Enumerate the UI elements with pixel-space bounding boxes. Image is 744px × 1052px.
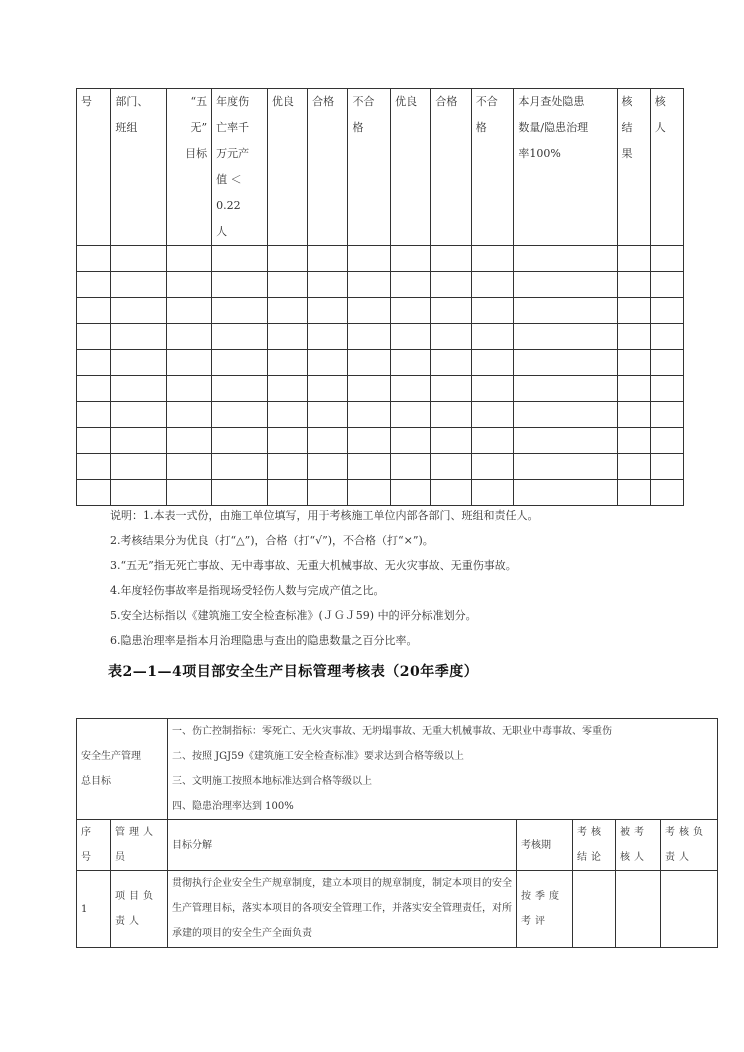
table1-header-cell: “五 无” 目标 (167, 89, 212, 246)
table-cell[interactable] (391, 480, 431, 506)
table1-header-cell: 不合 格 (348, 89, 391, 246)
table-cell[interactable] (650, 480, 683, 506)
table-cell[interactable] (391, 402, 431, 428)
table-cell[interactable] (471, 246, 514, 272)
table-cell[interactable] (391, 324, 431, 350)
goal-list (168, 719, 718, 820)
table-cell[interactable] (514, 246, 617, 272)
table-cell[interactable] (391, 272, 431, 298)
table-cell[interactable] (167, 272, 212, 298)
goal-item: 三、文明施工按照本地标准达到合格等级以上 (172, 776, 372, 787)
table-cell[interactable] (348, 454, 391, 480)
header-person: 管理人 员 (111, 820, 168, 871)
table-cell[interactable] (348, 376, 391, 402)
table-cell[interactable] (267, 324, 307, 350)
table-cell[interactable] (212, 376, 268, 402)
row-assessee[interactable] (616, 871, 661, 948)
goal-item: 四、隐患治理率达到 100% (172, 801, 294, 812)
table-cell[interactable] (111, 454, 167, 480)
table-cell[interactable] (617, 350, 650, 376)
table-cell[interactable] (514, 272, 617, 298)
table-cell[interactable] (514, 350, 617, 376)
table-cell[interactable] (650, 376, 683, 402)
table-cell[interactable] (348, 324, 391, 350)
table-cell[interactable] (617, 272, 650, 298)
table-cell[interactable] (77, 324, 111, 350)
header-assessor: 考核负 责人 (661, 820, 718, 871)
table-cell[interactable] (77, 246, 111, 272)
table-cell[interactable] (431, 376, 471, 402)
header-assessee: 被考 核人 (616, 820, 661, 871)
table-cell[interactable] (431, 402, 471, 428)
table2-header-row (77, 820, 718, 871)
table-cell[interactable] (267, 350, 307, 376)
table-cell[interactable] (514, 402, 617, 428)
table-cell[interactable] (167, 402, 212, 428)
table-cell[interactable] (471, 298, 514, 324)
table-row (77, 350, 684, 376)
table-cell[interactable] (650, 324, 683, 350)
table-cell[interactable] (308, 246, 348, 272)
table-cell[interactable] (267, 454, 307, 480)
table-cell[interactable] (617, 324, 650, 350)
table-row (77, 480, 684, 506)
table-cell[interactable] (111, 402, 167, 428)
table-cell[interactable] (212, 298, 268, 324)
table-cell[interactable] (111, 376, 167, 402)
row-person: 项目负 责人 (111, 871, 168, 948)
row-assessor[interactable] (661, 871, 718, 948)
table-cell[interactable] (514, 376, 617, 402)
row-conclusion[interactable] (573, 871, 616, 948)
table2-title: 表2—1—4项目部安全生产目标管理考核表（20年季度） (108, 664, 479, 680)
table1-header-cell: 合格 (308, 89, 348, 246)
table-cell[interactable] (391, 246, 431, 272)
table-cell[interactable] (212, 454, 268, 480)
table-cell[interactable] (471, 480, 514, 506)
table-cell[interactable] (471, 428, 514, 454)
table-cell[interactable] (308, 272, 348, 298)
table-cell[interactable] (267, 428, 307, 454)
table-cell[interactable] (77, 376, 111, 402)
table-cell[interactable] (167, 298, 212, 324)
table-cell[interactable] (308, 454, 348, 480)
goal-row (77, 719, 718, 820)
table-cell[interactable] (77, 454, 111, 480)
table-cell[interactable] (308, 350, 348, 376)
table-cell[interactable] (212, 350, 268, 376)
table-cell[interactable] (111, 350, 167, 376)
table-cell[interactable] (111, 298, 167, 324)
table-row (77, 298, 684, 324)
goal-label: 安全生产管理 总目标 (77, 719, 168, 820)
table-cell[interactable] (650, 298, 683, 324)
table-cell[interactable] (431, 272, 471, 298)
table-cell[interactable] (77, 428, 111, 454)
table-cell[interactable] (77, 350, 111, 376)
table1-header-cell: 年度伤 亡率千 万元产 值 ＜ 0.22 人 (212, 89, 268, 246)
table-cell[interactable] (267, 272, 307, 298)
note-line: 说明：1.本表一式份，由施工单位填写，用于考核施工单位内部各部门、班组和责任人。 (110, 509, 539, 522)
table-cell[interactable] (514, 428, 617, 454)
table-cell[interactable] (650, 454, 683, 480)
table-cell[interactable] (471, 324, 514, 350)
table-cell[interactable] (348, 246, 391, 272)
table-cell[interactable] (514, 298, 617, 324)
table-cell[interactable] (77, 272, 111, 298)
table-cell[interactable] (348, 428, 391, 454)
table-cell[interactable] (308, 480, 348, 506)
header-conclusion: 考核 结论 (573, 820, 616, 871)
table-cell[interactable] (111, 428, 167, 454)
table-cell[interactable] (212, 324, 268, 350)
goal-item: 二、按照 JGJ59《建筑施工安全检查标准》要求达到合格等级以上 (172, 751, 464, 762)
note-line: 6.隐患治理率是指本月治理隐患与查出的隐患数量之百分比率。 (110, 634, 418, 647)
table-cell[interactable] (267, 402, 307, 428)
note-line: 3.“五无”指无死亡事故、无中毒事故、无重大机械事故、无火灾事故、无重伤事故。 (110, 559, 517, 572)
table-cell[interactable] (167, 428, 212, 454)
table-cell[interactable] (348, 350, 391, 376)
table-cell[interactable] (471, 454, 514, 480)
row-period: 按季度 考评 (517, 871, 573, 948)
table-cell[interactable] (617, 454, 650, 480)
table-cell[interactable] (212, 272, 268, 298)
table-cell[interactable] (650, 350, 683, 376)
table-cell[interactable] (167, 454, 212, 480)
table-cell[interactable] (111, 324, 167, 350)
table-cell[interactable] (617, 376, 650, 402)
assessment-table-1 (76, 88, 684, 506)
table-cell[interactable] (111, 246, 167, 272)
table-cell[interactable] (431, 428, 471, 454)
table-cell[interactable] (212, 402, 268, 428)
table-cell[interactable] (77, 298, 111, 324)
table-cell[interactable] (391, 298, 431, 324)
table-cell[interactable] (514, 480, 617, 506)
table-cell[interactable] (77, 402, 111, 428)
table-cell[interactable] (617, 402, 650, 428)
table1-header-row (77, 89, 684, 246)
table-cell[interactable] (391, 350, 431, 376)
table-cell[interactable] (167, 324, 212, 350)
table-cell[interactable] (391, 428, 431, 454)
table-cell[interactable] (471, 272, 514, 298)
table-cell[interactable] (617, 246, 650, 272)
table-cell[interactable] (650, 246, 683, 272)
table1-header-cell: 核 结 果 (617, 89, 650, 246)
table-cell[interactable] (212, 480, 268, 506)
table-row (77, 871, 718, 948)
table-cell[interactable] (431, 246, 471, 272)
table-cell[interactable] (471, 402, 514, 428)
table-cell[interactable] (514, 454, 617, 480)
table-cell[interactable] (348, 272, 391, 298)
table-cell[interactable] (212, 428, 268, 454)
table-cell[interactable] (348, 480, 391, 506)
table1-header-cell: 核 人 (650, 89, 683, 246)
notes-section (110, 503, 539, 653)
table-cell[interactable] (471, 350, 514, 376)
assessment-table-2 (76, 718, 718, 948)
row-no: 1 (77, 871, 111, 948)
table-cell[interactable] (267, 298, 307, 324)
table-cell[interactable] (471, 376, 514, 402)
table-row (77, 402, 684, 428)
table1-header-cell: 优良 (267, 89, 307, 246)
table-cell[interactable] (650, 272, 683, 298)
table1-header-cell: 合格 (431, 89, 471, 246)
header-period: 考核期 (517, 820, 573, 871)
table-cell[interactable] (617, 428, 650, 454)
table-cell[interactable] (431, 454, 471, 480)
table-cell[interactable] (617, 480, 650, 506)
table-cell[interactable] (617, 298, 650, 324)
table-row (77, 272, 684, 298)
table-cell[interactable] (308, 376, 348, 402)
table1-header-cell: 不合 格 (471, 89, 514, 246)
table-cell[interactable] (431, 298, 471, 324)
table-cell[interactable] (650, 428, 683, 454)
table-cell[interactable] (267, 376, 307, 402)
table-cell[interactable] (308, 298, 348, 324)
table-cell[interactable] (348, 402, 391, 428)
table-cell[interactable] (167, 246, 212, 272)
table-cell[interactable] (650, 402, 683, 428)
table-cell[interactable] (111, 272, 167, 298)
row-target: 贯彻执行企业安全生产规章制度，建立本项目的规章制度，制定本项目的安全生产管理目标，落实本项目的各项安全管理工作，并落实安全管理责任，对所承建的项目的安全生产全面负责 (168, 871, 517, 948)
table-cell[interactable] (267, 480, 307, 506)
table-cell[interactable] (391, 376, 431, 402)
note-line: 4.年度轻伤事故率是指现场受轻伤人数与完成产值之比。 (110, 584, 385, 597)
table1-header-cell: 号 (77, 89, 111, 246)
header-target: 目标分解 (168, 820, 517, 871)
table-cell[interactable] (348, 298, 391, 324)
table-cell[interactable] (167, 480, 212, 506)
table-cell[interactable] (308, 402, 348, 428)
table-cell[interactable] (111, 480, 167, 506)
header-no: 序 号 (77, 820, 111, 871)
table-cell[interactable] (77, 480, 111, 506)
table-cell[interactable] (514, 324, 617, 350)
table-row (77, 246, 684, 272)
table-cell[interactable] (431, 324, 471, 350)
table-cell[interactable] (212, 246, 268, 272)
note-line: 2.考核结果分为优良（打“△”)，合格（打“√”)，不合格（打“×”)。 (110, 534, 434, 547)
note-line: 5.安全达标指以《建筑施工安全检查标准》(ＪＧＪ59) 中的评分标准划分。 (110, 609, 477, 622)
table-cell[interactable] (431, 480, 471, 506)
goal-item: 一、伤亡控制指标：零死亡、无火灾事故、无坍塌事故、无重大机械事故、无职业中毒事故、零重伤 (172, 726, 612, 737)
table-row (77, 454, 684, 480)
table-cell[interactable] (167, 376, 212, 402)
table-row (77, 428, 684, 454)
table-cell[interactable] (431, 350, 471, 376)
table-row (77, 376, 684, 402)
table1-header-cell: 部门、 班组 (111, 89, 167, 246)
table-cell[interactable] (391, 454, 431, 480)
table-cell[interactable] (267, 246, 307, 272)
table-cell[interactable] (308, 324, 348, 350)
table-row (77, 324, 684, 350)
table1-header-cell: 本月查处隐患 数量/隐患治理 率100% (514, 89, 617, 246)
table1-header-cell: 优良 (391, 89, 431, 246)
table-cell[interactable] (308, 428, 348, 454)
table-cell[interactable] (167, 350, 212, 376)
